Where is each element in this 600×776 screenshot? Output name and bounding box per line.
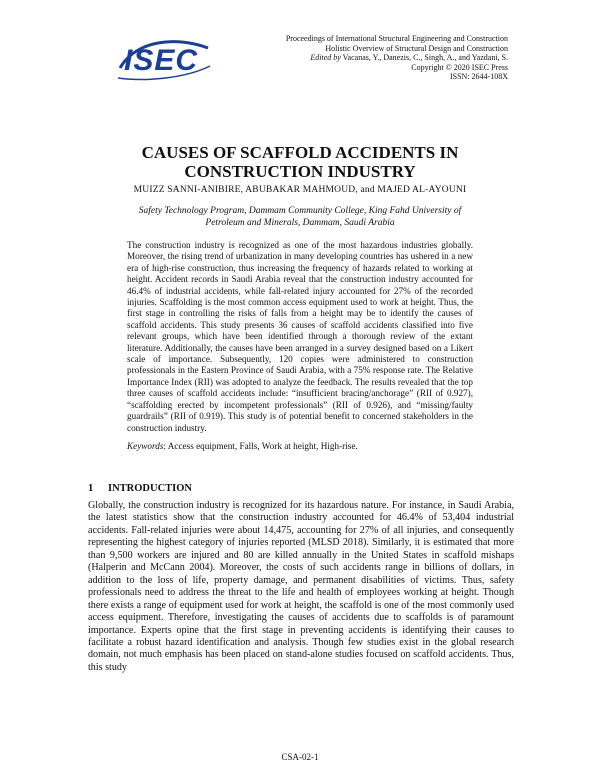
affiliation [110, 205, 490, 229]
page-footer: CSA-02-1 [281, 752, 319, 762]
affiliation-line2: Petroleum and Minerals, Dammam, Saudi Arabia [205, 218, 395, 228]
keywords [127, 441, 473, 451]
abstract: The construction industry is recognized as one of the most hazardous industries globally. Moreover, the rising trend of urbanization in many developing countries has ushered in a new era of high-rise construction, thus increasing the frequency of hazards related to working at height. Accident records in Saudi Arabia reveal that the construction industry accounted for 46.4% of industrial accidents, while fall-related injury accounted for 27% of the recorded injuries. Scaffolding is the most common access equipment used to work at height. Thus, the first stage in controlling the risks of falls from a height may be to identify the causes of scaffold accidents. This study presents 36 causes of scaffold accidents classified into five relevant groups, which have been identified through a thorough review of the extant literature. Additionally, the causes have been arranged in a survey designed based on a Likert scale of importance. Subsequently, 120 copies were administered to construction professionals in the Eastern Province of Saudi Arabia, with a 75% response rate. The Relative Importance Index (RII) was adopted to analyze the feedback. The results revealed that the top three causes of scaffold accidents include: “insufficient bracing/anchorage” (RII of 0.927), “scaffolding erected by incompetent professionals” (RII of 0.926), and “missing/faulty guardrails” (RII of 0.919). This study is of potential benefit to concerned stakeholders in the construction industry. [127, 240, 473, 433]
section-title: INTRODUCTION [108, 483, 193, 494]
header-edited-prefix: Edited by [310, 53, 341, 63]
header-line2: Holistic Overview of Structural Design and Construction [325, 43, 508, 53]
body-paragraph: Globally, the construction industry is recognized for its hazardous nature. For instance, in Saudi Arabia, the latest statistics show that the construction industry accounted for 46.4% of 53,404 industrial accidents. Fall-related injuries were about 14,475, accounting for 27% of all injuries, and consequently representing the highest category of injuries reported (MLSD 2018). Similarly, it is estimated that more than 9,500 workers are injured and 80 are killed annually in the United States in scaffold mishaps (Halperin and McCann 2004). Moreover, the costs of such accidents range in billions of dollars, in addition to the loss of life, property damage, and permanent disabilities of victims. Thus, safety professionals need to address the threat to the life and health of employees working at height. Though there exists a range of equipment used for work at height, the scaffold is one of the most commonly used access equipment. Therefore, investigating the causes of accidents due to scaffolds is of paramount importance. Experts opine that the first stage in preventing accidents is identifying their causes to facilitate a robust hazard identification and analysis. Though few studies exist in the global research domain, not much emphasis has been placed on stand-alone studies focused on scaffold accidents. Thus, this study [88, 500, 514, 673]
section-heading [88, 483, 192, 494]
header-line3 [188, 53, 508, 63]
header-line4: Copyright © 2020 ISEC Press [411, 62, 508, 72]
logo-text: ISEC [124, 44, 199, 77]
section-number: 1 [88, 483, 94, 494]
header-line1: Proceedings of International Structural Engineering and Construction [285, 34, 508, 43]
header-editors: Vacanas, Y., Danezis, C., Singh, A., and Yazdani, S. [340, 53, 508, 63]
header-line5: ISSN: 2644-108X [449, 72, 508, 82]
proceedings-header [188, 34, 508, 82]
authors: MUIZZ SANNI-ANIBIRE, ABUBAKAR MAHMOUD, and MAJED AL-AYOUNI [133, 185, 467, 195]
title-line2: CONSTRUCTION INDUSTRY [184, 162, 416, 181]
title-line1: CAUSES OF SCAFFOLD ACCIDENTS IN [141, 143, 459, 162]
keywords-label: Keywords [127, 441, 164, 451]
affiliation-line1: Safety Technology Program, Dammam Community College, King Fahd University of [138, 206, 462, 216]
paper-title [60, 143, 540, 181]
keywords-text: : Access equipment, Falls, Work at height, High-rise. [163, 441, 358, 451]
